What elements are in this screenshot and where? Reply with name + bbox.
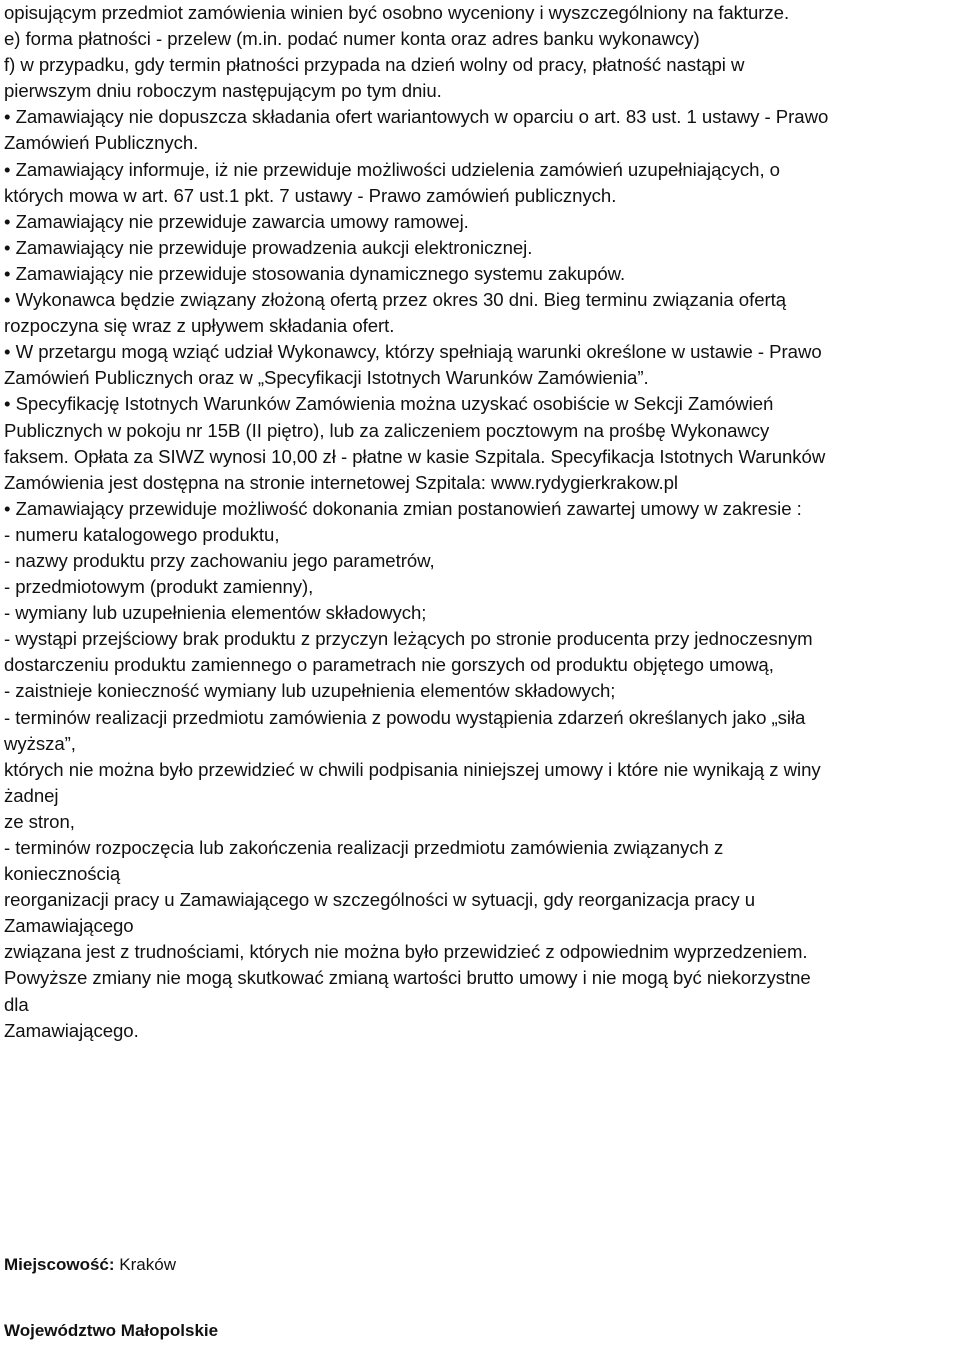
bullet-line: • W przetargu mogą wziąć udział Wykonawcy, którzy spełniają warunki określone w ustawie - Prawo bbox=[4, 341, 822, 363]
bullet-line: • Zamawiający nie przewiduje prowadzenia aukcji elektronicznej. bbox=[4, 236, 533, 258]
region-row bbox=[4, 1320, 218, 1342]
text-line: których mowa w art. 67 ust.1 pkt. 7 ustawy - Prawo zamówień publicznych. bbox=[4, 184, 617, 206]
location-row bbox=[4, 1254, 176, 1276]
text-line: Zamawiającego. bbox=[4, 1019, 139, 1041]
bullet-line: • Wykonawca będzie związany złożoną ofertą przez okres 30 dni. Bieg terminu związania ofertą bbox=[4, 289, 787, 311]
bullet-line: • Zamawiający nie dopuszcza składania ofert wariantowych w oparciu o art. 83 ust. 1 ustawy - Prawo bbox=[4, 106, 829, 128]
text-line: rozpoczyna się wraz z upływem składania ofert. bbox=[4, 315, 395, 337]
city-value: Kraków bbox=[119, 1255, 176, 1274]
text-line: opisującym przedmiot zamówienia winien być osobno wyceniony i wyszczególniony na fakturze. bbox=[4, 2, 790, 23]
text-line: e) forma płatności - przelew (m.in. podać numer konta oraz adres banku wykonawcy) bbox=[4, 28, 700, 50]
text-line: Zamówień Publicznych. bbox=[4, 132, 199, 154]
text-line: pierwszym dniu roboczym następującym po tym dniu. bbox=[4, 80, 442, 102]
text-line: reorganizacji pracy u Zamawiającego w szczególności w sytuacji, gdy reorganizacja pracy u bbox=[4, 889, 756, 911]
text-line: związana jest z trudnościami, których nie można było przewidzieć z odpowiednim wyprzedzeniem. bbox=[4, 941, 808, 963]
text-line: Publicznych w pokoju nr 15B (II piętro), lub za zaliczeniem pocztowym na prośbę Wykonawcy bbox=[4, 419, 770, 441]
dash-line: - numeru katalogowego produktu, bbox=[4, 523, 280, 545]
text-line: Zamawiającego bbox=[4, 915, 134, 937]
text-line: faksem. Opłata za SIWZ wynosi 10,00 zł - płatne w kasie Szpitala. Specyfikacja Istotnych Warunków bbox=[4, 445, 826, 467]
text-line: których nie można było przewidzieć w chwili podpisania niniejszej umowy i które nie wynikają z winy bbox=[4, 758, 821, 780]
bullet-line: • Specyfikację Istotnych Warunków Zamówienia można uzyskać osobiście w Sekcji Zamówień bbox=[4, 393, 774, 415]
dash-line: - terminów rozpoczęcia lub zakończenia realizacji przedmiotu zamówienia związanych z bbox=[4, 837, 724, 858]
bullet-line: • Zamawiający informuje, iż nie przewiduje możliwości udzielenia zamówień uzupełniających, o bbox=[4, 158, 780, 180]
text-line: żadnej bbox=[4, 784, 59, 806]
dash-line: - wymiany lub uzupełnienia elementów składowych; bbox=[4, 602, 427, 624]
text-line: dostarczeniu produktu zamiennego o parametrach nie gorszych od produktu objętego umową, bbox=[4, 654, 774, 676]
text-line: koniecznością bbox=[4, 863, 121, 885]
text-line: Powyższe zmiany nie mogą skutkować zmianą wartości brutto umowy i nie mogą być niekorzystne bbox=[4, 967, 811, 989]
text-line: f) w przypadku, gdy termin płatności przypada na dzień wolny od pracy, płatność nastąpi w bbox=[4, 54, 745, 76]
dash-line: - zaistnieje konieczność wymiany lub uzupełnienia elementów składowych; bbox=[4, 680, 616, 702]
text-line: Zamówień Publicznych oraz w „Specyfikacji Istotnych Warunków Zamówienia”. bbox=[4, 367, 649, 389]
dash-line: - wystąpi przejściowy brak produktu z przyczyn leżących po stronie producenta przy jednoczesnym bbox=[4, 628, 813, 650]
text-line: ze stron, bbox=[4, 810, 75, 832]
document-body bbox=[4, 0, 960, 1044]
region-label: Województwo Małopolskie bbox=[4, 1321, 219, 1340]
bullet-line: • Zamawiający przewiduje możliwość dokonania zmian postanowień zawartej umowy w zakresie : bbox=[4, 497, 802, 519]
dash-line: - terminów realizacji przedmiotu zamówienia z powodu wystąpienia zdarzeń określanych jako „siła bbox=[4, 706, 806, 728]
bullet-line: • Zamawiający nie przewiduje zawarcia umowy ramowej. bbox=[4, 210, 469, 232]
text-line: wyższa”, bbox=[4, 732, 76, 754]
bullet-line: • Zamawiający nie przewiduje stosowania dynamicznego systemu zakupów. bbox=[4, 262, 626, 284]
text-line: dla bbox=[4, 993, 29, 1015]
city-label: Miejscowość: bbox=[4, 1255, 115, 1274]
dash-line: - nazwy produktu przy zachowaniu jego parametrów, bbox=[4, 549, 435, 571]
dash-line: - przedmiotowym (produkt zamienny), bbox=[4, 576, 314, 598]
text-line: Zamówienia jest dostępna na stronie internetowej Szpitala: www.rydygierkrakow.pl bbox=[4, 471, 678, 493]
